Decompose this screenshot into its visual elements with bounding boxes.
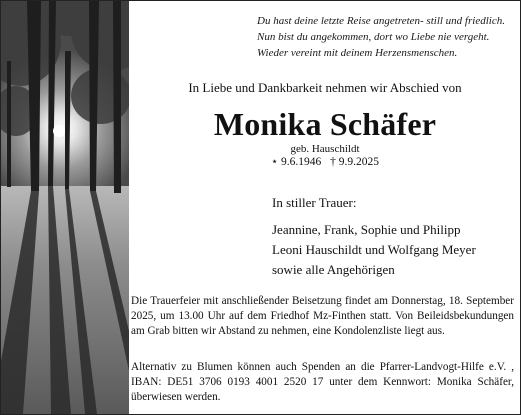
mourner-line: Leoni Hauschildt und Wolfgang Meyer [272,242,476,257]
farewell-intro: In Liebe und Dankbarkeit nehmen wir Abschied von [188,80,462,95]
mourners-list [272,193,476,280]
birth-date: ⋆ 9.6.1946 [270,156,322,168]
forest-sunlight-photo [1,1,129,414]
life-dates [141,155,509,169]
mourner-line: Jeannine, Frank, Sophie und Philipp [272,222,461,237]
death-date: † 9.9.2025 [330,156,380,168]
birth-name: geb. Hauschildt [290,143,360,155]
funeral-details: Die Trauerfeier mit anschließender Beisetzung findet am Donnerstag, 18. September 2025, um 13.00 Uhr auf dem Friedhof Mz-Finthen statt. Von Beileidsbekundungen am Grab bitten wir Abstand zu nehmen, eine Kondolenzliste liegt aus. [131,295,514,337]
mourners-heading: In stiller Trauer: [272,195,357,210]
mourner-line: sowie alle Angehörigen [272,262,395,277]
donation-details: Alternativ zu Blumen können auch Spenden an die Pfarrer-Landvogt-Hilfe e.V. , IBAN: DE51 3706 0193 4001 2520 17 unter dem Kennwort: Monika Schäfer, überwiesen werden. [131,361,514,403]
poem-line: Nun bist du angekommen, dort wo Liebe nie vergeht. [257,31,490,43]
deceased-name: Monika Schäfer [213,106,437,142]
poem-quote [257,13,515,61]
poem-line: Du hast deine letzte Reise angetreten- still und friedlich. [257,15,505,27]
poem-line: Wieder vereint mit deinem Herzensmenschen. [257,47,458,59]
